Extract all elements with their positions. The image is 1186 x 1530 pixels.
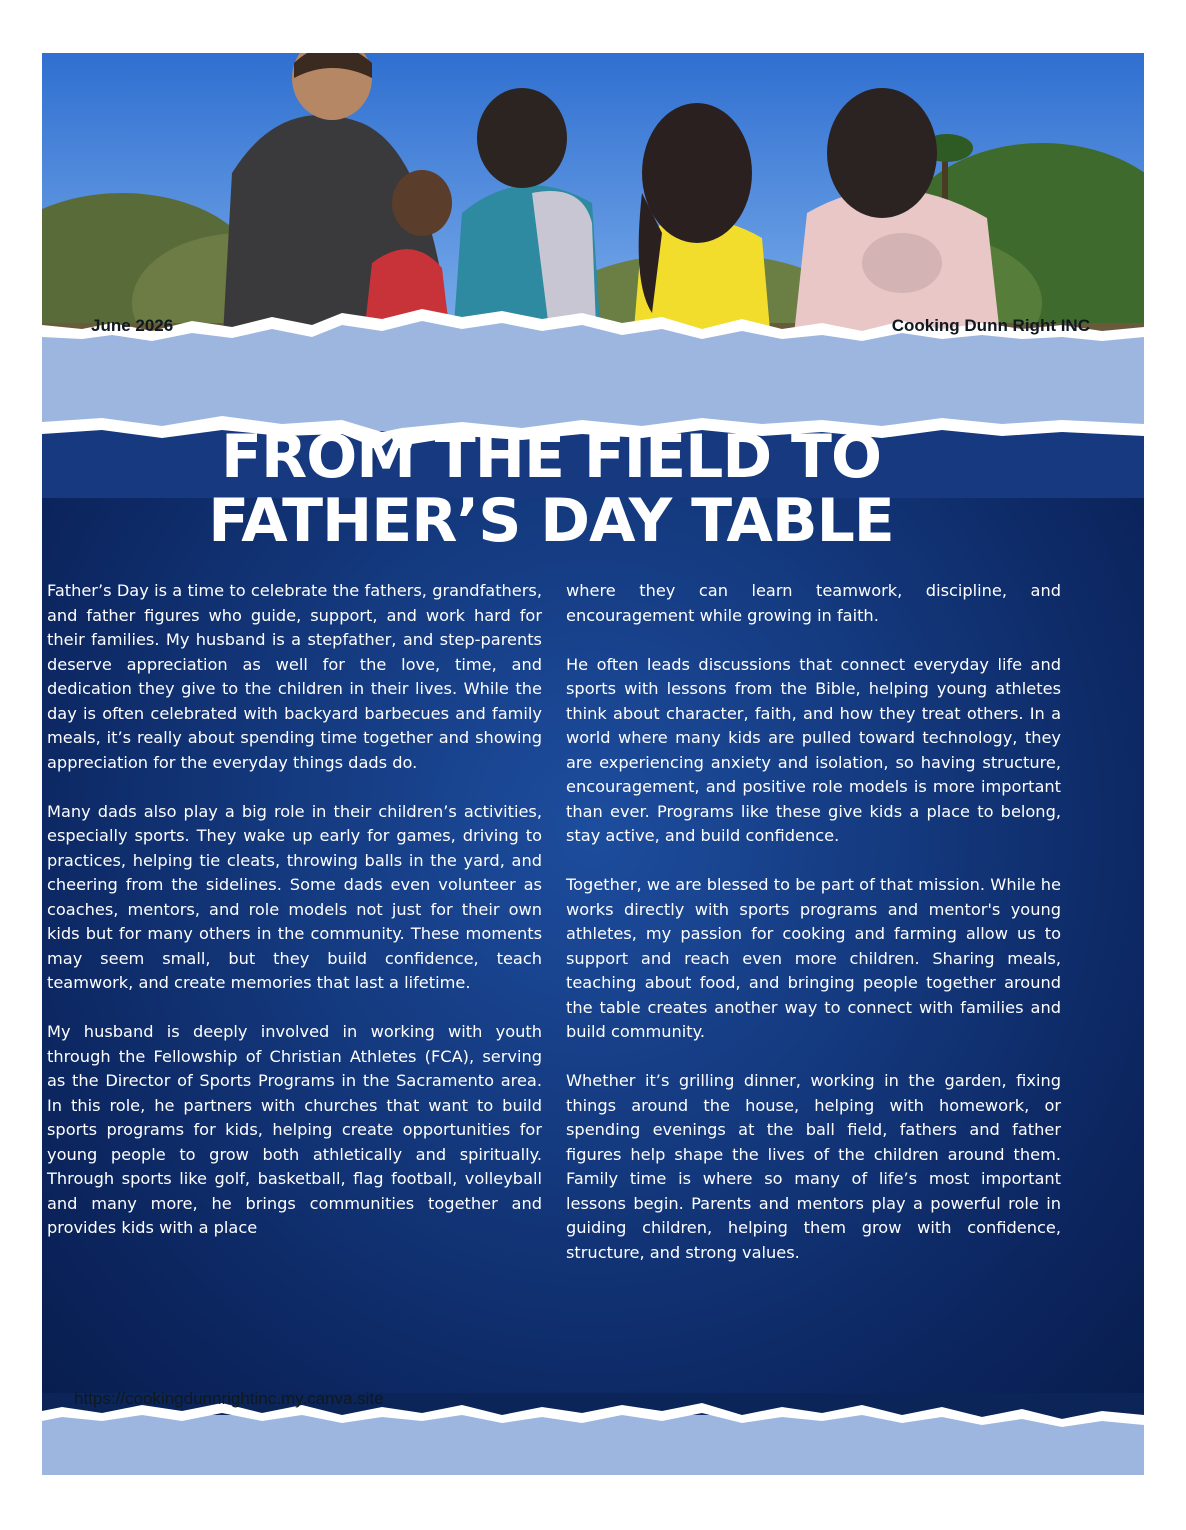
paragraph: Together, we are blessed to be part of that mission. While he works directly with sports programs and mentor's young athletes, my passion for cooking and farming allow us to support and reach even more children. Sharing meals, teaching about food, and bringing people together around the table creates another way to connect with families and build community. (566, 875, 1061, 1041)
paragraph: where they can learn teamwork, discipline, and encouragement while growing in faith. (566, 581, 1061, 625)
article-left-column (47, 579, 542, 1265)
paragraph: Many dads also play a big role in their children’s activities, especially sports. They wake up early for games, driving to practices, helping tie cleats, throwing balls in the yard, and cheering from the sidelines. Some dads even volunteer as coaches, mentors, and role models not just for their own kids but for many others in the community. These moments may seem small, but they build confidence, teach teamwork, and create memories that last a lifetime. (47, 801, 542, 992)
issue-date: June 2026 (91, 316, 174, 335)
article-title (0, 422, 1102, 556)
paragraph: He often leads discussions that connect everyday life and sports with lessons from the Bible, helping young athletes think about character, faith, and how they treat others. In a world where many kids are pulled toward technology, they are experiencing anxiety and isolation, so having structure, encouragement, and positive role models is more important than ever. Programs like these give kids a place to belong, stay active, and build confidence. (566, 654, 1061, 845)
title-line-2: FATHER’S DAY TABLE (208, 486, 894, 556)
paragraph: My husband is deeply involved in working with youth through the Fellowship of Christian Athletes (FCA), serving as the Director of Sports Programs in the Sacramento area. In this role, he partners with churches that want to build sports programs for kids, helping create opportunities for young people to grow both athletically and spiritually. Through sports like golf, basketball, flag football, volleyball and many more, he brings communities together and provides kids with a place (47, 1022, 542, 1237)
website-link[interactable]: https://cookingdunnrightinc.my.canva.site (74, 1389, 384, 1408)
paragraph: Father’s Day is a time to celebrate the fathers, grandfathers, and father figures who guide, support, and work hard for their families. My husband is a stepfather, and step-parents deserve appreciation as well for the love, time, and dedication they give to the children in their lives. While the day is often celebrated with backyard barbecues and family meals, it’s really about spending time together and showing appreciation for the everyday things dads do. (47, 581, 542, 772)
organization-name: Cooking Dunn Right INC (891, 316, 1090, 335)
article-right-column (566, 579, 1061, 1290)
title-line-1: FROM THE FIELD TO (221, 422, 881, 492)
paragraph: Whether it’s grilling dinner, working in the garden, fixing things around the house, helping with homework, or spending evenings at the ball field, fathers and father figures help shape the lives of the children around them. Family time is where so many of life’s most important lessons begin. Parents and mentors play a powerful role in guiding children, helping them grow with confidence, structure, and strong values. (566, 1071, 1061, 1262)
